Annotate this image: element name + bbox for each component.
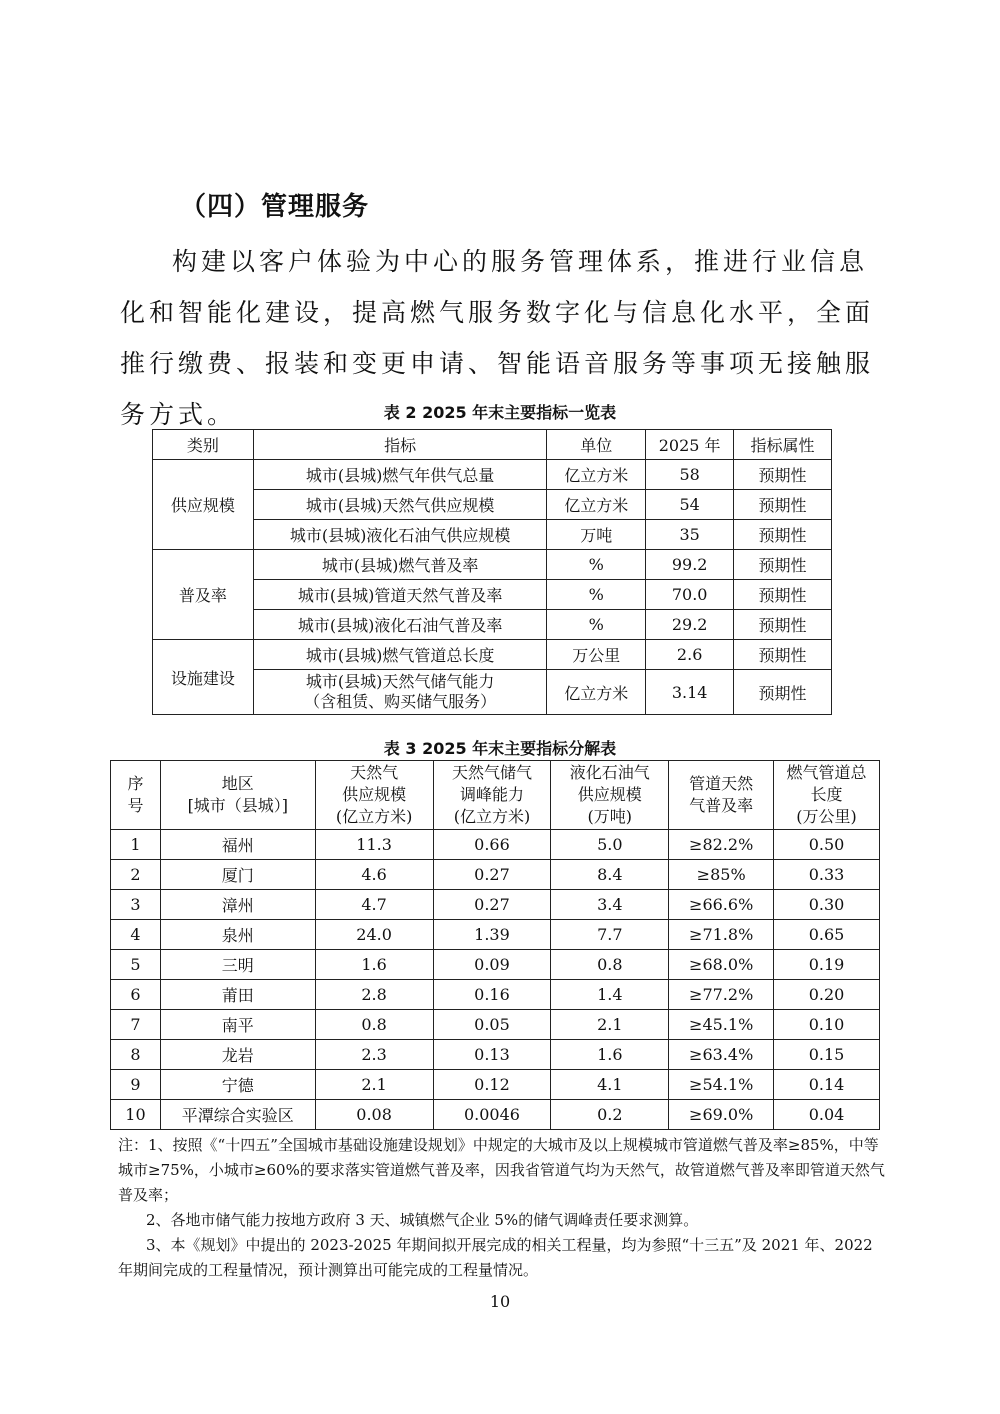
attr-cell: 预期性: [734, 490, 832, 520]
header-line: 供应规模: [577, 785, 642, 804]
index-cell: 7: [111, 1010, 161, 1040]
indicator-cell: 城市(县城)液化石油气普及率: [253, 610, 547, 640]
table-row: [111, 1040, 880, 1070]
unit-cell: 亿立方米: [547, 490, 646, 520]
header-line: (亿立方米): [335, 807, 413, 826]
table-row: [153, 670, 832, 715]
unit-cell: 万吨: [547, 520, 646, 550]
header-cell: 指标: [253, 430, 547, 460]
table-row: [111, 1010, 880, 1040]
header-cell: 2025 年: [646, 430, 734, 460]
note-2: 2、各地市储气能力按地方政府 3 天、城镇燃气企业 5%的储气调峰责任要求测算。: [146, 1211, 699, 1229]
header-line: 天然气储气: [451, 763, 532, 782]
attr-cell: 预期性: [734, 640, 832, 670]
gas-supply-cell: 0.8: [315, 1010, 433, 1040]
penetration-cell: ≥82.2%: [669, 830, 774, 860]
header-line: 序: [127, 774, 144, 793]
indicator-cell: 城市(县城)燃气年供气总量: [253, 460, 547, 490]
lpg-supply-cell: 3.4: [551, 890, 669, 920]
table-row: [111, 830, 880, 860]
unit-cell: 亿立方米: [547, 670, 646, 715]
attr-cell: 预期性: [734, 520, 832, 550]
pipeline-length-cell: 0.30: [774, 890, 880, 920]
table-notes: [118, 1133, 888, 1283]
storage-cell: 0.66: [433, 830, 551, 860]
category-cell: 设施建设: [153, 640, 254, 715]
table-header-row: [153, 430, 832, 460]
header-line: (亿立方米): [453, 807, 531, 826]
region-cell: 福州: [160, 830, 315, 860]
penetration-cell: ≥54.1%: [669, 1070, 774, 1100]
table-row: [153, 610, 832, 640]
pipeline-length-cell: 0.15: [774, 1040, 880, 1070]
pipeline-length-cell: 0.20: [774, 980, 880, 1010]
region-cell: 三明: [160, 950, 315, 980]
storage-cell: 0.13: [433, 1040, 551, 1070]
region-cell: 莆田: [160, 980, 315, 1010]
section-heading: （四）管理服务: [180, 192, 370, 222]
penetration-cell: ≥45.1%: [669, 1010, 774, 1040]
header-cell: [669, 761, 774, 830]
header-line: 地区: [221, 774, 254, 793]
storage-cell: 0.05: [433, 1010, 551, 1040]
indicator-cell: 城市(县城)液化石油气供应规模: [253, 520, 547, 550]
storage-cell: 1.39: [433, 920, 551, 950]
indicator-cell: 城市(县城)天然气供应规模: [253, 490, 547, 520]
attr-cell: 预期性: [734, 610, 832, 640]
index-cell: 8: [111, 1040, 161, 1070]
indicator-cell: 城市(县城)管道天然气普及率: [253, 580, 547, 610]
header-cell: 类别: [153, 430, 254, 460]
table-row: [153, 550, 832, 580]
header-cell: [315, 761, 433, 830]
breakdown-table: [110, 760, 880, 1130]
value-cell: 99.2: [646, 550, 734, 580]
table-row: [111, 920, 880, 950]
lpg-supply-cell: 5.0: [551, 830, 669, 860]
header-cell: [111, 761, 161, 830]
value-cell: 70.0: [646, 580, 734, 610]
note-3: 3、本《规划》中提出的 2023-2025 年期间拟开展完成的相关工程量，均为参照“十三五”及 2021 年、2022 年期间完成的工程量情况，预计测算出可能完成的工程量情况。: [118, 1236, 873, 1279]
storage-cell: 0.16: [433, 980, 551, 1010]
penetration-cell: ≥71.8%: [669, 920, 774, 950]
value-cell: 3.14: [646, 670, 734, 715]
pipeline-length-cell: 0.19: [774, 950, 880, 980]
region-cell: 南平: [160, 1010, 315, 1040]
header-line: 液化石油气: [569, 763, 650, 782]
lpg-supply-cell: 1.4: [551, 980, 669, 1010]
index-cell: 6: [111, 980, 161, 1010]
unit-cell: 万公里: [547, 640, 646, 670]
table-row: [153, 520, 832, 550]
index-cell: 3: [111, 890, 161, 920]
header-line: 号: [127, 796, 144, 815]
table-row: [153, 580, 832, 610]
storage-cell: 0.27: [433, 890, 551, 920]
pipeline-length-cell: 0.14: [774, 1070, 880, 1100]
value-cell: 54: [646, 490, 734, 520]
category-cell: 普及率: [153, 550, 254, 640]
gas-supply-cell: 2.8: [315, 980, 433, 1010]
table3-caption: 表 3 2025 年末主要指标分解表: [383, 739, 617, 758]
table-row: [111, 1070, 880, 1100]
header-line: 天然气: [350, 763, 399, 782]
header-cell: [551, 761, 669, 830]
unit-cell: %: [547, 580, 646, 610]
storage-cell: 0.27: [433, 860, 551, 890]
storage-cell: 0.09: [433, 950, 551, 980]
attr-cell: 预期性: [734, 550, 832, 580]
value-cell: 2.6: [646, 640, 734, 670]
table-row: [153, 490, 832, 520]
lpg-supply-cell: 4.1: [551, 1070, 669, 1100]
penetration-cell: ≥66.6%: [669, 890, 774, 920]
value-cell: 58: [646, 460, 734, 490]
index-cell: 1: [111, 830, 161, 860]
penetration-cell: ≥77.2%: [669, 980, 774, 1010]
header-line: 供应规模: [342, 785, 407, 804]
unit-cell: %: [547, 610, 646, 640]
region-cell: 宁德: [160, 1070, 315, 1100]
header-line: (万公里): [796, 807, 857, 826]
storage-cell: 0.0046: [433, 1100, 551, 1130]
gas-supply-cell: 4.7: [315, 890, 433, 920]
note-1: 注：1、按照《“十四五”全国城市基础设施建设规划》中规定的大城市及以上规模城市管道燃气普及率≥85%，中等城市≥75%，小城市≥60%的要求落实管道燃气普及率，因我省管道气均为天然气，故管道燃气普及率即管道天然气普及率；: [118, 1136, 885, 1204]
gas-supply-cell: 2.1: [315, 1070, 433, 1100]
header-line: 气普及率: [689, 796, 754, 815]
attr-cell: 预期性: [734, 460, 832, 490]
header-line: 长度: [810, 785, 843, 804]
table-row: [111, 980, 880, 1010]
page-number: 10: [489, 1292, 511, 1311]
header-cell: [160, 761, 315, 830]
penetration-cell: ≥63.4%: [669, 1040, 774, 1070]
penetration-cell: ≥68.0%: [669, 950, 774, 980]
body-paragraph: 构建以客户体验为中心的服务管理体系，推进行业信息化和智能化建设，提高燃气服务数字化与信息化水平，全面推行缴费、报装和变更申请、智能语音服务等事项无接触服务方式。: [120, 247, 875, 429]
region-cell: 泉州: [160, 920, 315, 950]
lpg-supply-cell: 7.7: [551, 920, 669, 950]
pipeline-length-cell: 0.10: [774, 1010, 880, 1040]
penetration-cell: ≥85%: [669, 860, 774, 890]
indicator-line: （含租赁、购买储气服务）: [304, 692, 497, 711]
pipeline-length-cell: 0.04: [774, 1100, 880, 1130]
value-cell: 35: [646, 520, 734, 550]
table-row: [153, 640, 832, 670]
region-cell: 龙岩: [160, 1040, 315, 1070]
header-line: 管道天然: [689, 774, 754, 793]
index-cell: 10: [111, 1100, 161, 1130]
indicator-cell: [253, 670, 547, 715]
gas-supply-cell: 1.6: [315, 950, 433, 980]
header-line: [城市（县城）]: [187, 796, 289, 815]
header-line: 调峰能力: [459, 785, 524, 804]
indicator-cell: 城市(县城)燃气普及率: [253, 550, 547, 580]
header-line: 燃气管道总: [786, 763, 867, 782]
index-cell: 4: [111, 920, 161, 950]
lpg-supply-cell: 1.6: [551, 1040, 669, 1070]
penetration-cell: ≥69.0%: [669, 1100, 774, 1130]
table2-caption: 表 2 2025 年末主要指标一览表: [383, 403, 617, 422]
index-cell: 9: [111, 1070, 161, 1100]
header-cell: [433, 761, 551, 830]
pipeline-length-cell: 0.33: [774, 860, 880, 890]
lpg-supply-cell: 2.1: [551, 1010, 669, 1040]
unit-cell: 亿立方米: [547, 460, 646, 490]
region-cell: 厦门: [160, 860, 315, 890]
gas-supply-cell: 11.3: [315, 830, 433, 860]
header-cell: 指标属性: [734, 430, 832, 460]
table-row: [111, 890, 880, 920]
table-row: [111, 860, 880, 890]
pipeline-length-cell: 0.50: [774, 830, 880, 860]
table-header-row: [111, 761, 880, 830]
gas-supply-cell: 2.3: [315, 1040, 433, 1070]
table-row: [111, 1100, 880, 1130]
region-cell: 平潭综合实验区: [160, 1100, 315, 1130]
unit-cell: %: [547, 550, 646, 580]
gas-supply-cell: 0.08: [315, 1100, 433, 1130]
index-cell: 2: [111, 860, 161, 890]
index-cell: 5: [111, 950, 161, 980]
header-line: (万吨): [587, 807, 633, 826]
gas-supply-cell: 4.6: [315, 860, 433, 890]
lpg-supply-cell: 0.2: [551, 1100, 669, 1130]
lpg-supply-cell: 0.8: [551, 950, 669, 980]
attr-cell: 预期性: [734, 580, 832, 610]
lpg-supply-cell: 8.4: [551, 860, 669, 890]
header-cell: [774, 761, 880, 830]
indicator-cell: 城市(县城)燃气管道总长度: [253, 640, 547, 670]
indicator-line: 城市(县城)天然气储气能力: [305, 672, 495, 691]
attr-cell: 预期性: [734, 670, 832, 715]
table-row: [111, 950, 880, 980]
category-cell: 供应规模: [153, 460, 254, 550]
gas-supply-cell: 24.0: [315, 920, 433, 950]
table-row: [153, 460, 832, 490]
storage-cell: 0.12: [433, 1070, 551, 1100]
pipeline-length-cell: 0.65: [774, 920, 880, 950]
region-cell: 漳州: [160, 890, 315, 920]
value-cell: 29.2: [646, 610, 734, 640]
header-cell: 单位: [547, 430, 646, 460]
indicator-table: [152, 429, 832, 715]
